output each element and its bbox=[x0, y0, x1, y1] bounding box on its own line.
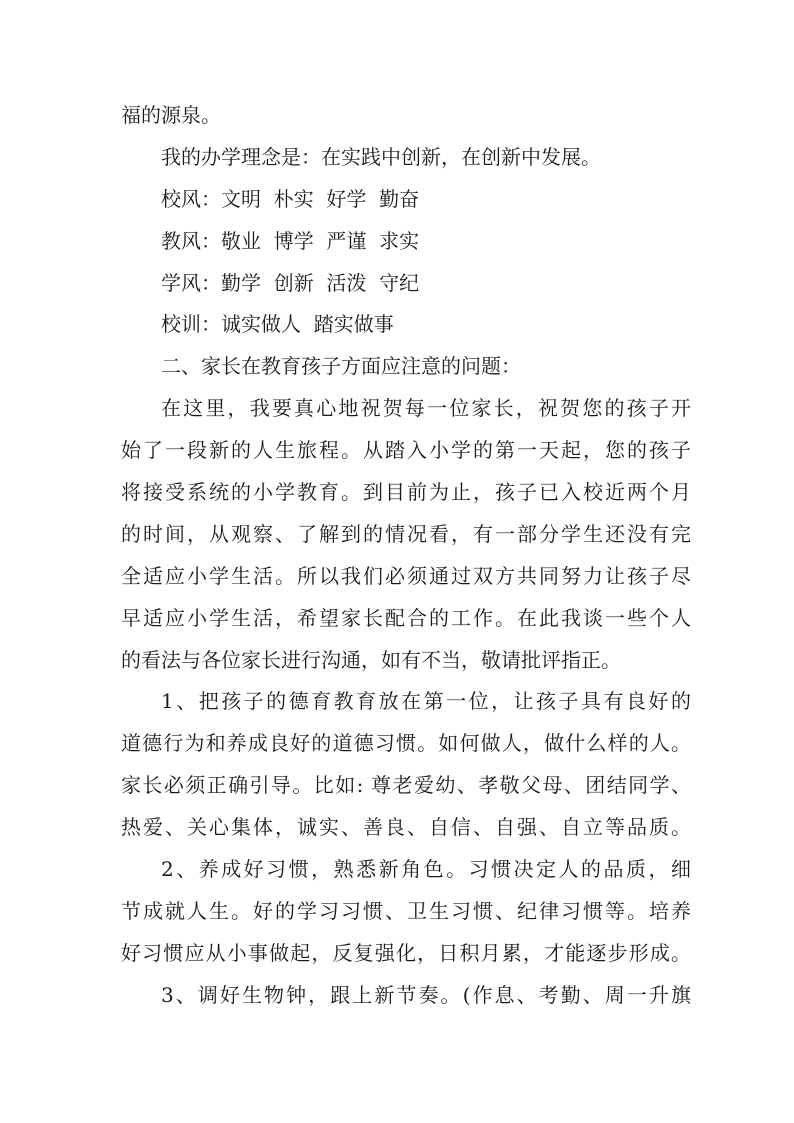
text-line: 热爱、关心集体，诚实、善良、自信、自强、自立等品质。 bbox=[121, 815, 691, 840]
text-line: 校风：文明 朴实 好学 勤奋 bbox=[161, 186, 420, 211]
text-line: 学风：勤学 创新 活泼 守纪 bbox=[161, 270, 420, 295]
text-line: 道德行为和养成良好的道德习惯。如何做人，做什么样的人。 bbox=[121, 731, 691, 756]
text-line: 1、把孩子的德育教育放在第一位，让孩子具有良好的 bbox=[161, 689, 691, 714]
text-line: 节成就人生。好的学习习惯、卫生习惯、纪律习惯等。培养 bbox=[121, 898, 691, 923]
text-line: 在这里，我要真心地祝贺每一位家长，祝贺您的孩子开 bbox=[161, 396, 691, 421]
text-line: 校训：诚实做人 踏实做事 bbox=[161, 312, 394, 337]
text-line: 2、养成好习惯，熟悉新角色。习惯决定人的品质，细 bbox=[161, 857, 691, 882]
text-line: 好习惯应从小事做起，反复强化，日积月累，才能逐步形成。 bbox=[121, 940, 691, 965]
section-heading: 二、家长在教育孩子方面应注意的问题： bbox=[161, 354, 521, 379]
text-line: 的时间，从观察、了解到的情况看，有一部分学生还没有完 bbox=[121, 521, 691, 546]
text-line: 我的办学理念是：在实践中创新，在创新中发展。 bbox=[161, 144, 601, 169]
text-line: 全适应小学生活。所以我们必须通过双方共同努力让孩子尽 bbox=[121, 563, 691, 588]
text-line: 的看法与各位家长进行沟通，如有不当，敬请批评指正。 bbox=[121, 647, 621, 672]
text-line: 家长必须正确引导。比如: 尊老爱幼、孝敬父母、团结同学、 bbox=[121, 773, 691, 798]
text-line: 将接受系统的小学教育。到目前为止，孩子已入校近两个月 bbox=[121, 480, 691, 505]
text-line: 3、调好生物钟，跟上新节奏。(作息、考勤、周一升旗 bbox=[161, 982, 691, 1007]
text-line: 始了一段新的人生旅程。从踏入小学的第一天起，您的孩子 bbox=[121, 438, 691, 463]
text-line: 早适应小学生活，希望家长配合的工作。在此我谈一些个人 bbox=[121, 605, 691, 630]
document-body bbox=[121, 95, 691, 1017]
text-line: 福的源泉。 bbox=[121, 103, 221, 127]
text-line: 教风：敬业 博学 严谨 求实 bbox=[161, 228, 420, 253]
